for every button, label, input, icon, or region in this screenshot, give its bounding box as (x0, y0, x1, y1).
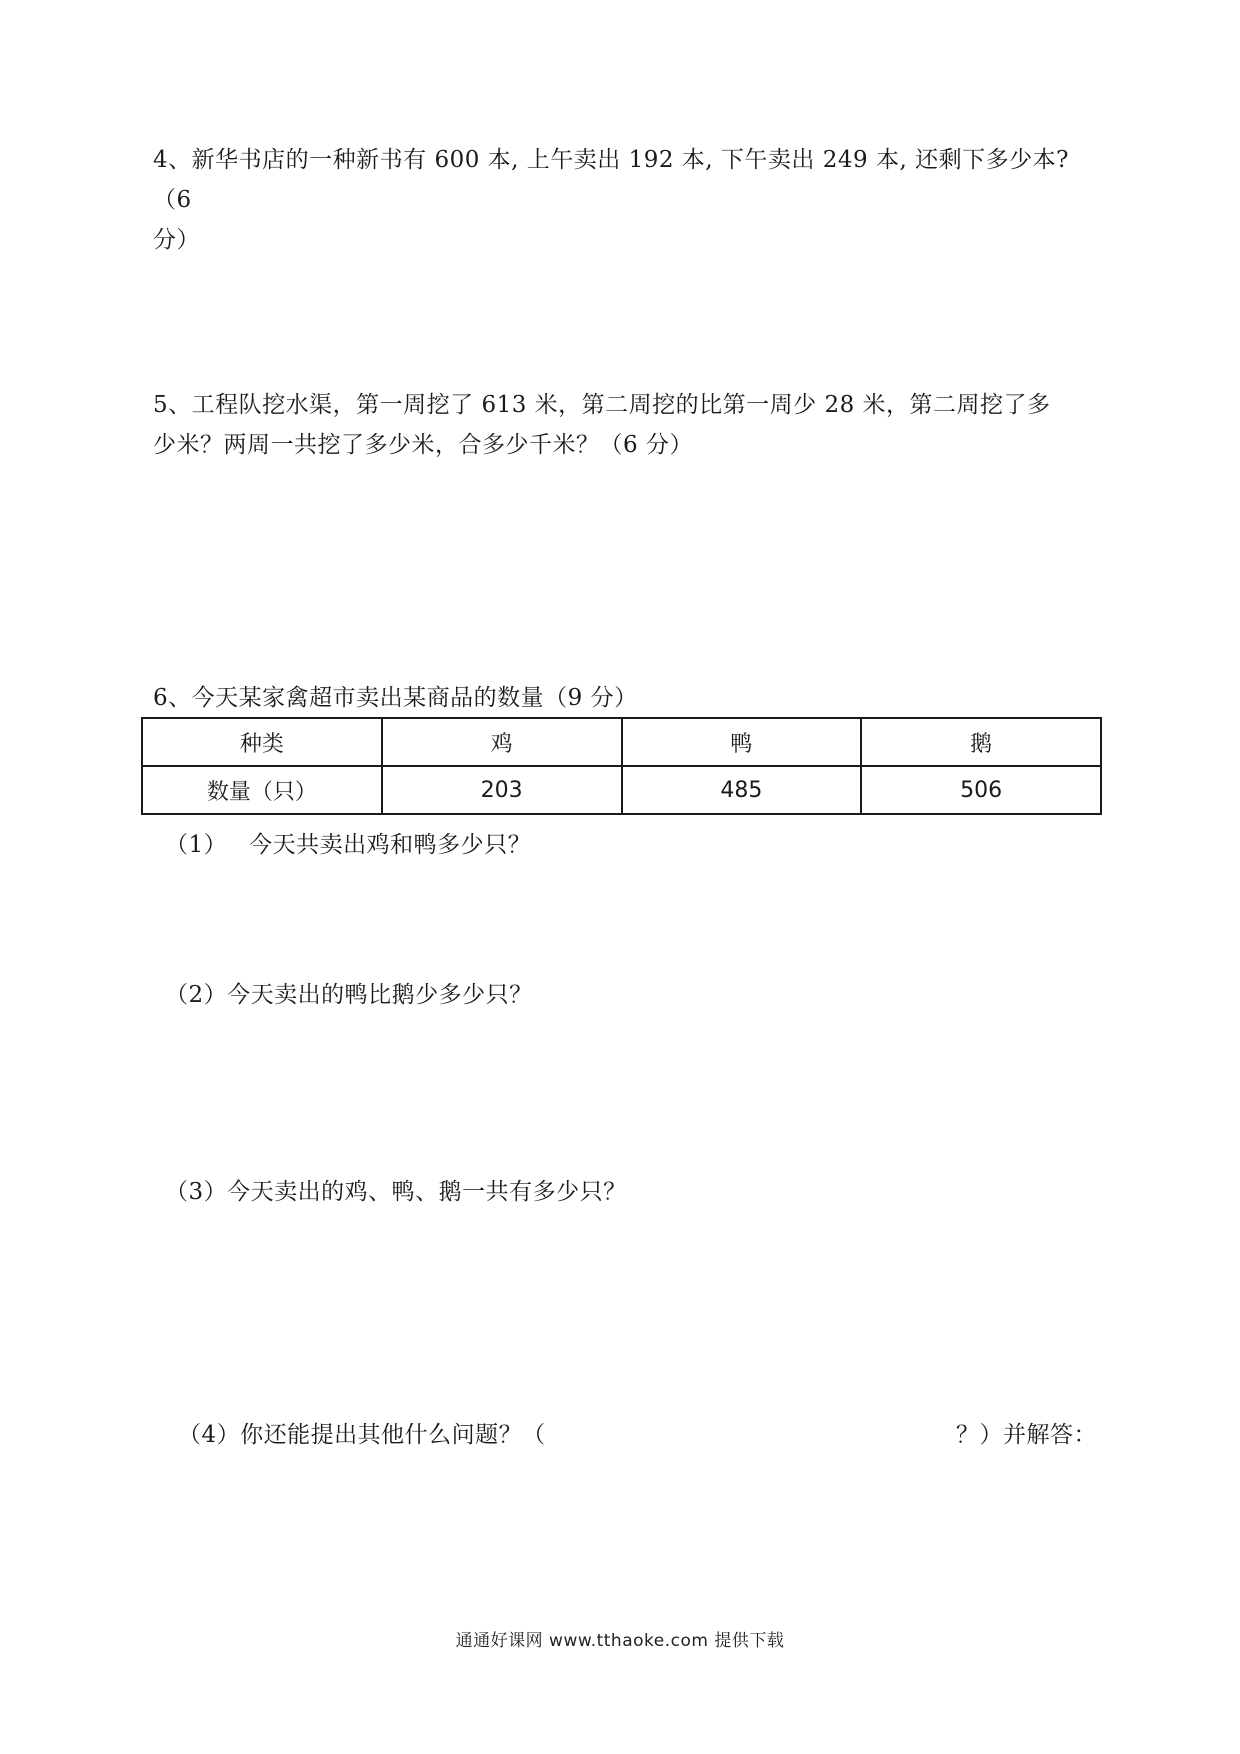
table-cell: 鸭 (622, 718, 862, 766)
table-cell: 203 (382, 766, 622, 814)
question-5-line-2: 少米？两周一共挖了多少米，合多少千米？（6 分） (153, 432, 693, 458)
sub-question-4-lead: （4）你还能提出其他什么问题？（ (178, 1422, 546, 1448)
question-6-title: 6、今天某家禽超市卖出某商品的数量（9 分） (153, 685, 638, 711)
footer-credit: 通通好课网 www.tthaoke.com 提供下载 (455, 1631, 785, 1651)
sub-question-2: （2）今天卖出的鸭比鹅少多少只？ (165, 982, 533, 1008)
sub-question-4 (178, 1418, 1100, 1452)
sub-question-1 (165, 828, 531, 862)
table-cell: 数量（只） (142, 766, 382, 814)
question-4-line-2: 分） (153, 227, 200, 253)
table-cell: 种类 (142, 718, 382, 766)
question-5-line-1: 5、工程队挖水渠，第一周挖了 613 米，第二周挖的比第一周少 28 米，第二周挖了多 (153, 392, 1051, 418)
table-header-row (142, 718, 1101, 766)
table-cell: 鸡 (382, 718, 622, 766)
sub-question-3: （3）今天卖出的鸡、鸭、鹅一共有多少只？ (165, 1179, 627, 1205)
sub-question-1-text: 今天共卖出鸡和鸭多少只？ (249, 832, 532, 858)
table-row (142, 766, 1101, 814)
question-4 (153, 140, 1093, 260)
sub-question-4-tail: ？）并解答： (956, 1422, 1097, 1448)
table-cell: 鹅 (861, 718, 1101, 766)
question-4-line-1: 4、新华书店的一种新书有 600 本, 上午卖出 192 本, 下午卖出 249 本, 还剩下多少本?（6 (153, 147, 1069, 213)
sub-question-1-number: （1） (165, 832, 228, 858)
question-5 (153, 385, 1093, 465)
table-cell: 506 (861, 766, 1101, 814)
sales-table (141, 717, 1102, 815)
table-cell: 485 (622, 766, 862, 814)
